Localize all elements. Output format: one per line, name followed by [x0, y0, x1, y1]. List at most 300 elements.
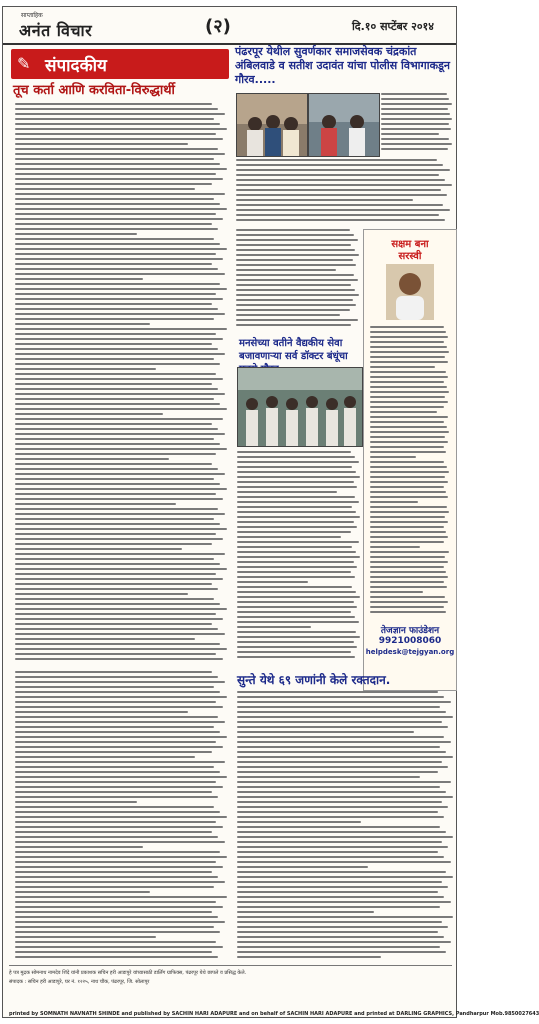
text-line [15, 791, 212, 793]
text-line [236, 289, 355, 291]
text-line [370, 326, 444, 328]
text-line [370, 501, 418, 503]
text-line [237, 951, 446, 953]
text-line [15, 941, 216, 943]
text-line [237, 831, 446, 833]
text-line [370, 386, 447, 388]
text-line [15, 711, 188, 713]
text-line [15, 418, 223, 420]
text-line [237, 876, 453, 878]
text-line [15, 303, 212, 305]
text-line [237, 506, 352, 508]
text-line [15, 538, 223, 540]
text-line [237, 606, 357, 608]
text-line [15, 936, 156, 938]
text-line [237, 901, 451, 903]
text-line [236, 259, 353, 261]
text-line [15, 628, 218, 630]
text-line [370, 531, 446, 533]
text-line [15, 408, 227, 410]
ad-body-text [370, 326, 450, 616]
text-line [237, 866, 368, 868]
text-line [236, 249, 355, 251]
text-line [237, 511, 356, 513]
ad-title: सक्षम बना [391, 239, 429, 250]
text-line [370, 541, 444, 543]
text-line [381, 143, 452, 145]
text-line [15, 138, 223, 140]
text-line [15, 771, 220, 773]
text-line [237, 651, 351, 653]
text-line [237, 561, 354, 563]
ad-portrait-photo [386, 264, 434, 320]
text-line [15, 583, 212, 585]
text-line [370, 496, 448, 498]
text-line [381, 133, 439, 135]
text-line [15, 751, 212, 753]
text-line [15, 911, 212, 913]
text-line [15, 866, 223, 868]
text-line [15, 851, 220, 853]
text-line [15, 163, 220, 165]
text-line [370, 606, 444, 608]
text-line [15, 786, 223, 788]
text-line [237, 861, 451, 863]
text-line [237, 906, 440, 908]
imprint-footer [9, 965, 452, 1010]
text-line [370, 611, 446, 613]
text-line [381, 113, 450, 115]
story1-headline: पंढरपूर येथील सुवर्णकार समाजसेवक चंद्रकांत अंबिलवाडे व सतीश उदावंत यांचा पोलीस विभागाकडून गौरव..... [235, 45, 451, 86]
editorial-body-text-continued [15, 671, 229, 961]
text-line [15, 168, 227, 170]
text-line [237, 821, 361, 823]
text-line [236, 324, 351, 326]
text-line [237, 746, 440, 748]
text-line [237, 496, 355, 498]
text-line [237, 816, 444, 818]
text-line [15, 876, 218, 878]
text-line [370, 416, 448, 418]
text-line [15, 363, 220, 365]
text-line [15, 298, 223, 300]
text-line [15, 188, 195, 190]
text-line [237, 856, 444, 858]
text-line [15, 428, 218, 430]
text-line [15, 633, 225, 635]
text-line [237, 836, 453, 838]
text-line [237, 616, 355, 618]
text-line [15, 463, 212, 465]
text-line [15, 153, 225, 155]
text-line [15, 588, 218, 590]
text-line [15, 198, 214, 200]
text-line [370, 516, 445, 518]
story1-photo-felicitation [308, 93, 380, 157]
text-line [15, 766, 214, 768]
text-line [370, 401, 448, 403]
text-line [370, 391, 449, 393]
text-line [15, 736, 227, 738]
newspaper-page [2, 6, 539, 1018]
story2-headline: मनसेच्या वतीने वैद्यकीय सेवा बजावणाऱ्या सर्व डॉक्टर बंधूंचा [239, 338, 348, 362]
text-line [237, 641, 354, 643]
text-line [370, 551, 449, 553]
text-line [236, 299, 353, 301]
text-line [15, 856, 227, 858]
text-line [15, 676, 218, 678]
text-line [237, 536, 341, 538]
text-line [15, 208, 227, 210]
text-line [237, 946, 440, 948]
text-line [370, 446, 444, 448]
text-line [15, 448, 227, 450]
text-line [15, 543, 212, 545]
text-line [370, 461, 444, 463]
text-line [237, 656, 355, 658]
text-line [370, 421, 444, 423]
text-line [237, 491, 337, 493]
text-line [15, 453, 216, 455]
text-line [381, 103, 452, 105]
text-line [381, 93, 447, 95]
text-line [15, 183, 212, 185]
text-line [237, 481, 354, 483]
text-line [370, 601, 448, 603]
advertisement-box [363, 229, 457, 691]
text-line [15, 563, 220, 565]
text-line [237, 646, 357, 648]
text-line [237, 601, 354, 603]
text-line [381, 138, 449, 140]
text-line [237, 471, 356, 473]
text-line [15, 618, 223, 620]
text-line [236, 234, 354, 236]
text-line [237, 881, 442, 883]
text-line [15, 128, 227, 130]
text-line [15, 726, 214, 728]
brand-kicker: साप्ताहिक [21, 12, 43, 19]
text-line [15, 951, 212, 953]
text-line [370, 331, 446, 333]
text-line [15, 248, 227, 250]
text-line [237, 701, 451, 703]
text-line [15, 901, 216, 903]
text-line [15, 906, 223, 908]
text-line [237, 871, 446, 873]
text-line [236, 269, 336, 271]
text-line [381, 148, 448, 150]
text-line [15, 283, 220, 285]
text-line [15, 103, 212, 105]
text-line [15, 343, 212, 345]
text-line [15, 696, 227, 698]
text-line [237, 841, 442, 843]
text-line [15, 568, 227, 570]
text-line [236, 159, 437, 161]
text-line [237, 826, 440, 828]
text-line [237, 461, 359, 463]
text-line [370, 491, 446, 493]
text-line [370, 436, 445, 438]
text-line [370, 376, 448, 378]
text-line [15, 921, 225, 923]
text-line [15, 203, 220, 205]
text-line [237, 611, 351, 613]
text-line [15, 508, 218, 510]
text-line [15, 643, 220, 645]
text-line [15, 781, 216, 783]
text-line [15, 916, 218, 918]
text-line [237, 486, 357, 488]
text-line [236, 279, 358, 281]
text-line [236, 179, 445, 181]
text-line [237, 556, 360, 558]
text-line [237, 801, 442, 803]
text-line [236, 264, 356, 266]
text-line [15, 268, 218, 270]
text-line [381, 98, 449, 100]
editorial-banner-label: संपादकीय [45, 56, 107, 76]
text-line [237, 811, 438, 813]
ad-email: helpdesk@tejgyan.org [365, 648, 455, 656]
text-line [237, 761, 442, 763]
text-line [381, 108, 448, 110]
text-line [15, 478, 214, 480]
text-line [370, 561, 448, 563]
text-line [237, 941, 451, 943]
text-line [15, 228, 218, 230]
text-line [15, 686, 214, 688]
text-line [15, 756, 195, 758]
text-line [15, 558, 214, 560]
ad-organization: तेजज्ञान फाउंडेशन [380, 626, 440, 636]
text-line [370, 526, 444, 528]
printer-credit: printed by SOMNATH NAVNATH SHINDE and published by SACHIN HARI ADAPURE and on behalf of SACHIN HARI ADAPURE and printed at DARLING GRAPHICS, Pandharpur Mob.9850027643 [9, 1011, 539, 1017]
text-line [15, 623, 212, 625]
text-line [237, 631, 356, 633]
text-line [15, 338, 223, 340]
text-line [15, 706, 223, 708]
text-line [237, 636, 360, 638]
text-line [370, 506, 447, 508]
text-line [236, 169, 450, 171]
text-line [15, 956, 218, 958]
text-line [15, 133, 216, 135]
text-line [236, 209, 450, 211]
text-line [15, 308, 218, 310]
text-line [15, 398, 214, 400]
editorial-banner [11, 49, 229, 79]
text-line [15, 648, 227, 650]
story1-body-text [236, 159, 454, 225]
text-line [370, 556, 445, 558]
text-line [237, 756, 453, 758]
text-line [15, 423, 212, 425]
text-line [15, 323, 150, 325]
text-line [237, 456, 355, 458]
text-line [15, 263, 212, 265]
page-number: (२) [205, 16, 231, 37]
text-line [15, 413, 163, 415]
text-line [15, 811, 220, 813]
text-line [15, 218, 223, 220]
text-line [370, 406, 444, 408]
text-line [15, 438, 214, 440]
text-line [236, 229, 350, 231]
text-line [15, 488, 227, 490]
text-line [237, 726, 448, 728]
text-line [370, 426, 447, 428]
text-line [370, 346, 447, 348]
text-line [15, 871, 212, 873]
text-line [237, 576, 355, 578]
text-line [15, 926, 214, 928]
text-line [15, 148, 218, 150]
text-line [15, 603, 220, 605]
newspaper-title: अनंत विचार [19, 21, 93, 40]
text-line [15, 716, 218, 718]
text-line [15, 891, 150, 893]
text-line [370, 361, 448, 363]
text-line [237, 781, 451, 783]
text-line [237, 566, 357, 568]
text-line [15, 368, 156, 370]
text-line [236, 189, 441, 191]
story2-photo-doctors [237, 367, 363, 447]
quill-icon: ✎ [17, 54, 31, 73]
text-line [237, 516, 360, 518]
text-line [237, 546, 352, 548]
text-line [237, 626, 311, 628]
story3-body-text [237, 691, 455, 961]
text-line [370, 336, 448, 338]
text-line [370, 471, 449, 473]
text-line [15, 443, 220, 445]
editorial-body-text [15, 103, 229, 663]
text-line [370, 371, 446, 373]
text-line [15, 578, 223, 580]
text-line [15, 931, 220, 933]
text-line [15, 273, 225, 275]
text-line [15, 433, 225, 435]
text-line [15, 831, 212, 833]
text-line [15, 548, 182, 550]
text-line [237, 551, 356, 553]
text-line [15, 388, 218, 390]
text-line [237, 476, 360, 478]
text-line [15, 513, 225, 515]
text-line [370, 476, 445, 478]
text-line [237, 451, 351, 453]
text-line [15, 681, 225, 683]
text-line [15, 701, 216, 703]
text-line [237, 936, 444, 938]
text-line [15, 288, 227, 290]
text-line [15, 483, 220, 485]
text-line [237, 526, 357, 528]
text-line [237, 926, 448, 928]
ad-phone: 9921008060 [378, 636, 442, 646]
text-line [15, 658, 223, 660]
text-line [15, 896, 227, 898]
text-line [15, 573, 216, 575]
text-line [237, 691, 438, 693]
text-line [236, 244, 351, 246]
text-line [370, 591, 423, 593]
text-line [15, 118, 214, 120]
text-line [15, 528, 227, 530]
text-line [15, 253, 216, 255]
text-line [237, 896, 444, 898]
text-line [236, 254, 359, 256]
text-line [15, 278, 143, 280]
text-line [237, 806, 448, 808]
text-line [15, 836, 218, 838]
text-line [237, 751, 446, 753]
text-line [237, 796, 453, 798]
story1-photo-award [236, 93, 308, 157]
text-line [237, 501, 359, 503]
text-line [237, 586, 352, 588]
text-line [237, 596, 360, 598]
text-line [237, 846, 448, 848]
story3-headline: सुन्ते येथे ६९ जणांनी केले रक्तदान. [237, 673, 391, 687]
text-line [236, 309, 350, 311]
text-line [15, 393, 225, 395]
text-line [236, 199, 413, 201]
text-line [370, 451, 446, 453]
text-line [15, 473, 225, 475]
text-line [15, 846, 143, 848]
text-line [15, 523, 220, 525]
text-line [237, 706, 440, 708]
ad-subtitle: सरस्वी [398, 251, 422, 262]
text-line [15, 821, 216, 823]
text-line [237, 741, 451, 743]
text-line [237, 931, 438, 933]
text-line [15, 348, 218, 350]
text-line [370, 521, 448, 523]
text-line [15, 731, 220, 733]
text-line [15, 113, 225, 115]
text-line [15, 638, 195, 640]
text-line [370, 566, 444, 568]
text-line [370, 546, 420, 548]
editorial-headline: तूच कर्ता आणि करविता-विरुद्धार्थी [13, 83, 175, 98]
text-line [370, 356, 445, 358]
text-line [370, 581, 444, 583]
issue-date: दि.१० सप्टेंबर २०१४ [351, 20, 434, 33]
imprint-line-2: संपादक : सचिन हरी आडापुरे, घर नं. १२२५, नाथ चौक, पंढरपूर, जि. सोलापूर [9, 979, 150, 985]
text-line [236, 219, 445, 221]
text-line [381, 123, 449, 125]
text-line [236, 284, 351, 286]
text-line [15, 108, 218, 110]
text-line [15, 178, 223, 180]
text-line [15, 223, 212, 225]
text-line [236, 294, 359, 296]
text-line [370, 351, 449, 353]
text-line [15, 796, 218, 798]
text-line [370, 486, 444, 488]
text-line [236, 214, 439, 216]
text-line [15, 741, 216, 743]
text-line [237, 916, 453, 918]
text-line [237, 716, 453, 718]
text-line [370, 381, 444, 383]
text-line [15, 373, 216, 375]
